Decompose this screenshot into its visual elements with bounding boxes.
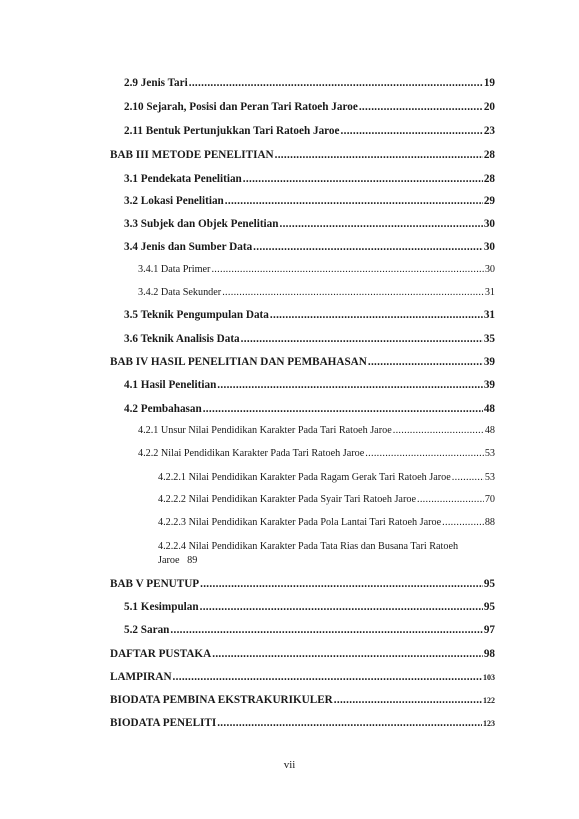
leader-dots <box>173 670 482 684</box>
toc-entry-3-1 <box>124 172 495 186</box>
toc-entry-bab-5 <box>110 577 495 591</box>
leader-dots <box>217 716 482 730</box>
toc-entry-label: 2.10 Sejarah, Posisi dan Peran Tari Ratoeh Jaroe <box>124 101 358 113</box>
leader-dots <box>417 493 484 507</box>
toc-entry-label: 4.2.2.3 Nilai Pendidikan Karakter Pada Pola Lantai Tari Ratoeh Jaroe <box>158 517 442 528</box>
leader-dots <box>212 647 483 661</box>
toc-entry-4-1 <box>124 378 495 392</box>
leader-dots <box>243 172 483 186</box>
toc-entry-label: 4.1 Hasil Penelitian <box>124 379 217 391</box>
toc-entry-3-3 <box>124 217 495 231</box>
toc-entry-3-2 <box>124 194 495 208</box>
toc-entry-page: 30 <box>483 218 495 230</box>
toc-entry-page: 53 <box>484 448 495 459</box>
toc-entry-label: BAB III METODE PENELITIAN <box>110 149 274 161</box>
toc-entry-4-2 <box>124 402 495 416</box>
toc-entry-3-6 <box>124 332 495 346</box>
toc-entry-bab-3 <box>110 148 495 162</box>
toc-entry-4-2-2-3 <box>158 516 495 530</box>
toc-entry-label: 3.6 Teknik Analisis Data <box>124 333 240 345</box>
toc-entry-page: 95 <box>483 578 495 590</box>
toc-entry-label: 4.2.2.1 Nilai Pendidikan Karakter Pada Ragam Gerak Tari Ratoeh Jaroe <box>158 472 451 483</box>
leader-dots <box>275 148 483 162</box>
toc-entry-page: 98 <box>483 648 495 660</box>
toc-entry-biodata-pembina <box>110 693 495 708</box>
toc-entry-page: 122 <box>483 696 495 705</box>
toc-entry-label: 2.9 Jenis Tari <box>124 77 188 89</box>
page-number: vii <box>283 759 296 771</box>
toc-entry-page: 123 <box>483 719 495 728</box>
toc-entry-page: 48 <box>483 403 495 415</box>
toc-entry-page: 28 <box>483 173 495 185</box>
leader-dots <box>225 194 483 208</box>
toc-entry-label: 3.2 Lokasi Penelitian <box>124 195 224 207</box>
toc-entry-label: LAMPIRAN <box>110 671 172 683</box>
leader-dots <box>253 240 483 254</box>
toc-entry-5-1 <box>124 600 495 614</box>
leader-dots <box>279 217 482 231</box>
leader-dots <box>368 355 483 369</box>
toc-entry-lampiran <box>110 670 495 685</box>
toc-entry-label: 5.1 Kesimpulan <box>124 601 199 613</box>
toc-entry-page: 35 <box>483 333 495 345</box>
toc-entry-2-11 <box>124 124 495 138</box>
toc-entry-label: 3.3 Subjek dan Objek Penelitian <box>124 218 279 230</box>
toc-entry-label: BAB V PENUTUP <box>110 578 200 590</box>
toc-entry-label: 3.1 Pendekata Penelitian <box>124 173 242 185</box>
toc-entry-2-10 <box>124 100 495 114</box>
toc-entry-4-2-2-4 <box>158 540 498 568</box>
toc-entry-page: 28 <box>483 149 495 161</box>
toc-entry-4-2-2 <box>138 447 495 461</box>
toc-entry-page: 88 <box>484 517 495 528</box>
toc-entry-label: DAFTAR PUSTAKA <box>110 648 212 660</box>
toc-entry-2-9 <box>124 76 495 90</box>
toc-entry-page: 95 <box>483 601 495 613</box>
toc-entry-label: 3.4.1 Data Primer <box>138 264 211 275</box>
toc-entry-label: 3.5 Teknik Pengumpulan Data <box>124 309 269 321</box>
leader-dots <box>200 600 483 614</box>
leader-dots <box>241 332 483 346</box>
toc-entry-label: 3.4 Jenis dan Sumber Data <box>124 241 253 253</box>
toc-entry-4-2-2-2 <box>158 493 495 507</box>
leader-dots <box>211 263 483 277</box>
toc-entry-page: 97 <box>483 624 495 636</box>
toc-entry-label: 3.4.2 Data Sekunder <box>138 287 222 298</box>
toc-entry-3-4 <box>124 240 495 254</box>
toc-entry-page: 53 <box>484 472 495 483</box>
leader-dots <box>393 424 484 438</box>
leader-dots <box>170 623 482 637</box>
leader-dots <box>222 286 484 300</box>
toc-entry-page: 20 <box>483 101 495 113</box>
leader-dots <box>217 378 483 392</box>
leader-dots <box>341 124 483 138</box>
toc-entry-label: 5.2 Saran <box>124 624 170 636</box>
toc-entry-5-2 <box>124 623 495 637</box>
leader-dots <box>359 100 483 114</box>
toc-entry-page: 30 <box>483 241 495 253</box>
toc-entry-page: 39 <box>483 379 495 391</box>
toc-entry-page: 19 <box>483 77 495 89</box>
toc-entry-4-2-2-1 <box>158 471 495 485</box>
toc-entry-label: 4.2 Pembahasan <box>124 403 202 415</box>
toc-entry-page: 70 <box>484 494 495 505</box>
toc-entry-page: 48 <box>484 425 495 436</box>
leader-dots <box>200 577 483 591</box>
leader-dots <box>334 693 482 707</box>
toc-entry-daftar-pustaka <box>110 647 495 661</box>
leader-dots <box>365 447 484 461</box>
toc-entry-page: 23 <box>483 125 495 137</box>
toc-entry-3-4-1 <box>138 263 495 277</box>
leader-dots <box>452 471 484 485</box>
toc-entry-label: BIODATA PEMBINA EKSTRAKURIKULER <box>110 694 333 706</box>
toc-entry-label: 4.2.2.2 Nilai Pendidikan Karakter Pada Syair Tari Ratoeh Jaroe <box>158 494 416 505</box>
toc-entry-3-4-2 <box>138 286 495 300</box>
toc-entry-biodata-peneliti <box>110 716 495 731</box>
leader-dots <box>270 308 483 322</box>
toc-entry-page: 31 <box>484 287 495 298</box>
toc-entry-4-2-1 <box>138 424 495 438</box>
toc-entry-page: 30 <box>484 264 495 275</box>
toc-entry-page: 103 <box>483 673 495 682</box>
toc-entry-label-line2: Jaroe 89 <box>158 555 198 566</box>
toc-entry-label: BIODATA PENELITI <box>110 717 217 729</box>
toc-entry-3-5 <box>124 308 495 322</box>
toc-entry-page: 31 <box>483 309 495 321</box>
toc-entry-label: 2.11 Bentuk Pertunjukkan Tari Ratoeh Jaroe <box>124 125 340 137</box>
leader-dots <box>203 402 483 416</box>
toc-entry-page: 39 <box>483 356 495 368</box>
toc-entry-label: 4.2.2 Nilai Pendidikan Karakter Pada Tari Ratoeh Jaroe <box>138 448 365 459</box>
leader-dots <box>442 516 484 530</box>
toc-entry-label-line1: 4.2.2.4 Nilai Pendidikan Karakter Pada Tata Rias dan Busana Tari Ratoeh <box>158 541 459 552</box>
toc-entry-page: 29 <box>483 195 495 207</box>
leader-dots <box>189 76 483 90</box>
toc-entry-bab-4 <box>110 355 495 369</box>
toc-entry-label: BAB IV HASIL PENELITIAN DAN PEMBAHASAN <box>110 356 367 368</box>
toc-entry-label: 4.2.1 Unsur Nilai Pendidikan Karakter Pada Tari Ratoeh Jaroe <box>138 425 392 436</box>
